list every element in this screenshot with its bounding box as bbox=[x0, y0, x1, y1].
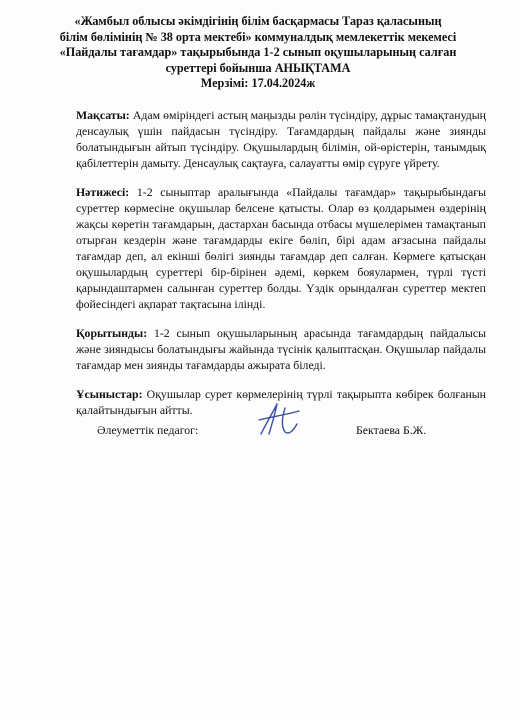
section-result bbox=[76, 184, 486, 312]
section-goal bbox=[76, 107, 486, 171]
document-body bbox=[76, 107, 486, 431]
section-result-text: 1-2 сыныптар аралығында «Пайдалы тағамдар» тақырыбындағы суреттер көрмесіне оқушылар белсене қатысты. Олар өз қолдарымен өздерінің жақсы көретін тағамдарын, дастархан басында отбасы мүшелерімен тамақтанып отырған кездерін және тағамдарды екіге бөліп, бірі адам ағзасына пайдалы тағамдар деп, ал екінші бөлігі зиянды тағамдар деп салған. Көрмеге қатысқан оқушылардың суреттері бір-бірінен әдемі, көркем бояулармен, түрлі түсті қарындаштармен салынған суреттер болды. Үздік орындалған суреттер мектеп фойесіндегі ақпарат тақтасына ілінді. bbox=[76, 185, 486, 311]
section-suggestions-text: Оқушылар сурет көрмелерінің түрлі тақырыпта көбірек болғанын қалайтындығын айтты. bbox=[76, 387, 486, 417]
document-header bbox=[30, 14, 486, 92]
handwritten-signature bbox=[255, 400, 311, 440]
section-result-label: Нәтижесі: bbox=[76, 185, 130, 199]
header-line-1: «Жамбыл облысы әкімдігінің білім басқармасы Тараз қаласының bbox=[74, 14, 442, 28]
header-line-4: суреттері бойынша АНЫҚТАМА bbox=[165, 60, 351, 75]
section-suggestions-label: Ұсыныстар: bbox=[76, 387, 143, 401]
header-date: Мерзімі: 17.04.2024ж bbox=[200, 76, 316, 90]
section-goal-text: Адам өміріндегі астың маңызды рөлін түсіндіру, дұрыс тамақтанудың денсаулық үшін пайдасын түсіндіру. Тағамдардың пайдалы және зиянды болатындығын айтып түсіндіру. Оқушылардың білімін, ой-өрістерін, танымдық қабілеттерін дамыту. Денсаулық сақтауға, салауатты өмір сүруге үйрету. bbox=[76, 108, 486, 170]
section-goal-label: Мақсаты: bbox=[76, 108, 130, 122]
section-conclusion bbox=[76, 325, 486, 373]
header-line-2: білім бөлімінің № 38 орта мектебі» коммуналдық мемлекеттік мекемесі bbox=[59, 29, 457, 44]
section-conclusion-text: 1-2 сынып оқушыларының арасында тағамдардың пайдалысы және зияндысы болатындығы жайында түсінік қалыптасқан. Оқушылар пайдалы тағамдар мен зиянды тағамдарды ажырата біледі. bbox=[76, 326, 486, 372]
header-line-3: «Пайдалы тағамдар» тақырыбында 1-2 сынып оқушыларының салған bbox=[59, 45, 457, 59]
signatory-name: Бектаева Б.Ж. bbox=[356, 423, 427, 437]
signatory-position: Әлеуметтік педагог: bbox=[97, 423, 199, 437]
section-conclusion-label: Қорытынды: bbox=[76, 326, 148, 340]
